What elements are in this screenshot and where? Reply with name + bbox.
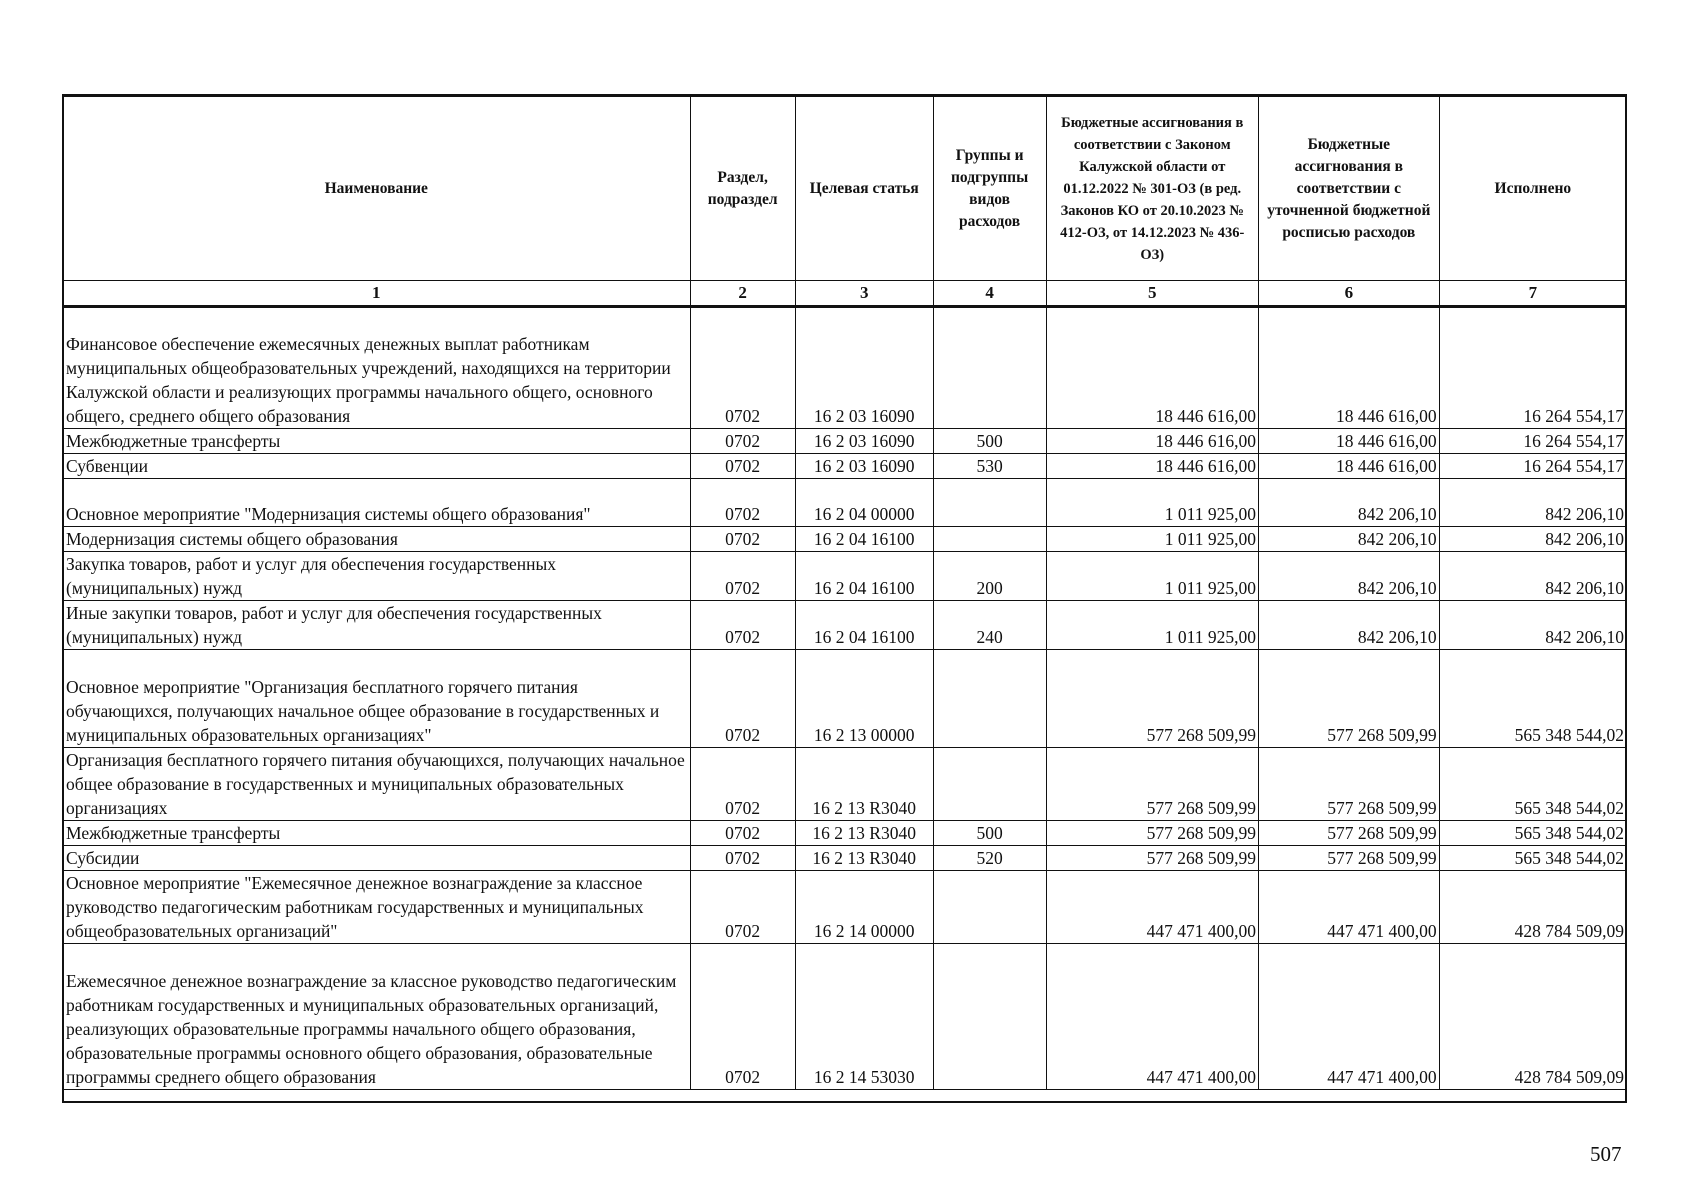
row-section: 0702 — [690, 307, 795, 429]
row-group — [933, 871, 1046, 944]
row-refined-amount: 18 446 616,00 — [1258, 307, 1439, 429]
header-refined-allocations: Бюджетные ассигнования в соответствии с уточненной бюджетной росписью расходов — [1258, 97, 1439, 281]
row-group: 520 — [933, 846, 1046, 871]
row-article: 16 2 13 R3040 — [795, 748, 933, 821]
row-name: Закупка товаров, работ и услуг для обеспечения государственных (муниципальных) нужд — [63, 552, 691, 601]
row-law-amount: 1 011 925,00 — [1046, 527, 1258, 552]
row-section: 0702 — [690, 944, 795, 1090]
row-group — [933, 748, 1046, 821]
row-name: Межбюджетные трансферты — [63, 429, 691, 454]
row-group — [933, 650, 1046, 748]
row-refined-amount: 447 471 400,00 — [1258, 944, 1439, 1090]
row-article: 16 2 04 16100 — [795, 601, 933, 650]
header-article: Целевая статья — [795, 97, 933, 281]
column-number-row — [63, 281, 1627, 307]
header-name: Наименование — [63, 97, 691, 281]
table-row — [63, 527, 1627, 552]
row-refined-amount: 577 268 509,99 — [1258, 748, 1439, 821]
row-article: 16 2 03 16090 — [795, 307, 933, 429]
column-number: 5 — [1046, 281, 1258, 307]
table-row — [63, 479, 1627, 527]
row-group: 240 — [933, 601, 1046, 650]
row-executed-amount: 565 348 544,02 — [1439, 821, 1626, 846]
row-section: 0702 — [690, 821, 795, 846]
row-name: Модернизация системы общего образования — [63, 527, 691, 552]
row-name: Субсидии — [63, 846, 691, 871]
row-name: Межбюджетные трансферты — [63, 821, 691, 846]
table-row — [63, 944, 1627, 1090]
row-section: 0702 — [690, 601, 795, 650]
row-executed-amount: 16 264 554,17 — [1439, 454, 1626, 479]
row-group: 500 — [933, 429, 1046, 454]
header-row — [63, 97, 1627, 281]
row-group: 200 — [933, 552, 1046, 601]
table-row — [63, 650, 1627, 748]
row-refined-amount: 842 206,10 — [1258, 601, 1439, 650]
row-refined-amount: 577 268 509,99 — [1258, 846, 1439, 871]
row-refined-amount: 447 471 400,00 — [1258, 871, 1439, 944]
row-group — [933, 944, 1046, 1090]
row-name: Основное мероприятие "Организация бесплатного горячего питания обучающихся, получающих начальное общее образование в государственных и муниципальных образовательных организациях" — [63, 650, 691, 748]
column-number: 1 — [63, 281, 691, 307]
row-executed-amount: 16 264 554,17 — [1439, 307, 1626, 429]
row-name: Основное мероприятие "Модернизация системы общего образования" — [63, 479, 691, 527]
row-article: 16 2 04 00000 — [795, 479, 933, 527]
row-name: Иные закупки товаров, работ и услуг для обеспечения государственных (муниципальных) нужд — [63, 601, 691, 650]
row-law-amount: 18 446 616,00 — [1046, 454, 1258, 479]
column-number: 4 — [933, 281, 1046, 307]
row-law-amount: 577 268 509,99 — [1046, 846, 1258, 871]
row-name: Организация бесплатного горячего питания обучающихся, получающих начальное общее образование в государственных и муниципальных образовательных организациях — [63, 748, 691, 821]
row-law-amount: 1 011 925,00 — [1046, 601, 1258, 650]
row-group: 500 — [933, 821, 1046, 846]
row-section: 0702 — [690, 650, 795, 748]
row-section: 0702 — [690, 429, 795, 454]
row-law-amount: 447 471 400,00 — [1046, 944, 1258, 1090]
column-number: 6 — [1258, 281, 1439, 307]
row-name: Субвенции — [63, 454, 691, 479]
row-section: 0702 — [690, 846, 795, 871]
row-refined-amount: 842 206,10 — [1258, 527, 1439, 552]
row-name: Основное мероприятие "Ежемесячное денежное вознаграждение за классное руководство педагогическим работникам государственных и муниципальных общеобразовательных организаций" — [63, 871, 691, 944]
table-row — [63, 601, 1627, 650]
row-law-amount: 18 446 616,00 — [1046, 429, 1258, 454]
row-refined-amount: 577 268 509,99 — [1258, 650, 1439, 748]
budget-table — [62, 96, 1627, 1090]
row-article: 16 2 04 16100 — [795, 527, 933, 552]
row-executed-amount: 428 784 509,09 — [1439, 944, 1626, 1090]
row-law-amount: 577 268 509,99 — [1046, 748, 1258, 821]
row-group — [933, 479, 1046, 527]
row-name: Ежемесячное денежное вознаграждение за классное руководство педагогическим работникам государственных и муниципальных образовательных организаций, реализующих образовательные программы начального общего образования, образовательные программы основного общего образования, образовательные программы среднего общего образования — [63, 944, 691, 1090]
header-executed: Исполнено — [1439, 97, 1626, 281]
row-executed-amount: 842 206,10 — [1439, 527, 1626, 552]
row-executed-amount: 428 784 509,09 — [1439, 871, 1626, 944]
row-law-amount: 1 011 925,00 — [1046, 479, 1258, 527]
row-executed-amount: 565 348 544,02 — [1439, 748, 1626, 821]
table-row — [63, 748, 1627, 821]
table-row — [63, 307, 1627, 429]
row-law-amount: 1 011 925,00 — [1046, 552, 1258, 601]
column-number: 7 — [1439, 281, 1626, 307]
row-article: 16 2 03 16090 — [795, 429, 933, 454]
header-section: Раздел, подраздел — [690, 97, 795, 281]
row-executed-amount: 16 264 554,17 — [1439, 429, 1626, 454]
row-refined-amount: 842 206,10 — [1258, 552, 1439, 601]
row-section: 0702 — [690, 454, 795, 479]
column-number: 3 — [795, 281, 933, 307]
header-group: Группы и подгруппы видов расходов — [933, 97, 1046, 281]
row-group — [933, 307, 1046, 429]
row-section: 0702 — [690, 527, 795, 552]
row-section: 0702 — [690, 748, 795, 821]
row-refined-amount: 18 446 616,00 — [1258, 454, 1439, 479]
page-number: 507 — [1590, 1142, 1622, 1166]
row-section: 0702 — [690, 479, 795, 527]
row-article: 16 2 03 16090 — [795, 454, 933, 479]
table-row — [63, 821, 1627, 846]
row-section: 0702 — [690, 871, 795, 944]
row-executed-amount: 565 348 544,02 — [1439, 650, 1626, 748]
table-row — [63, 429, 1627, 454]
row-executed-amount: 842 206,10 — [1439, 552, 1626, 601]
row-executed-amount: 842 206,10 — [1439, 601, 1626, 650]
row-law-amount: 447 471 400,00 — [1046, 871, 1258, 944]
row-article: 16 2 14 53030 — [795, 944, 933, 1090]
row-executed-amount: 565 348 544,02 — [1439, 846, 1626, 871]
row-article: 16 2 13 00000 — [795, 650, 933, 748]
table-row — [63, 846, 1627, 871]
row-name: Финансовое обеспечение ежемесячных денежных выплат работникам муниципальных общеобразовательных учреждений, находящихся на территории Калужской области и реализующих программы начального общего, основного общего, среднего общего образования — [63, 307, 691, 429]
table-row — [63, 552, 1627, 601]
row-group: 530 — [933, 454, 1046, 479]
row-article: 16 2 04 16100 — [795, 552, 933, 601]
table-row — [63, 871, 1627, 944]
row-law-amount: 577 268 509,99 — [1046, 821, 1258, 846]
column-number: 2 — [690, 281, 795, 307]
row-article: 16 2 14 00000 — [795, 871, 933, 944]
row-group — [933, 527, 1046, 552]
row-refined-amount: 842 206,10 — [1258, 479, 1439, 527]
row-section: 0702 — [690, 552, 795, 601]
row-refined-amount: 577 268 509,99 — [1258, 821, 1439, 846]
header-law-allocations: Бюджетные ассигнования в соответствии с Законом Калужской области от 01.12.2022 № 301-ОЗ (в ред. Законов КО от 20.10.2023 № 412-ОЗ, от 14.12.2023 № 436-ОЗ) — [1046, 97, 1258, 281]
row-article: 16 2 13 R3040 — [795, 846, 933, 871]
row-executed-amount: 842 206,10 — [1439, 479, 1626, 527]
table-row — [63, 454, 1627, 479]
row-article: 16 2 13 R3040 — [795, 821, 933, 846]
row-law-amount: 18 446 616,00 — [1046, 307, 1258, 429]
row-refined-amount: 18 446 616,00 — [1258, 429, 1439, 454]
row-law-amount: 577 268 509,99 — [1046, 650, 1258, 748]
